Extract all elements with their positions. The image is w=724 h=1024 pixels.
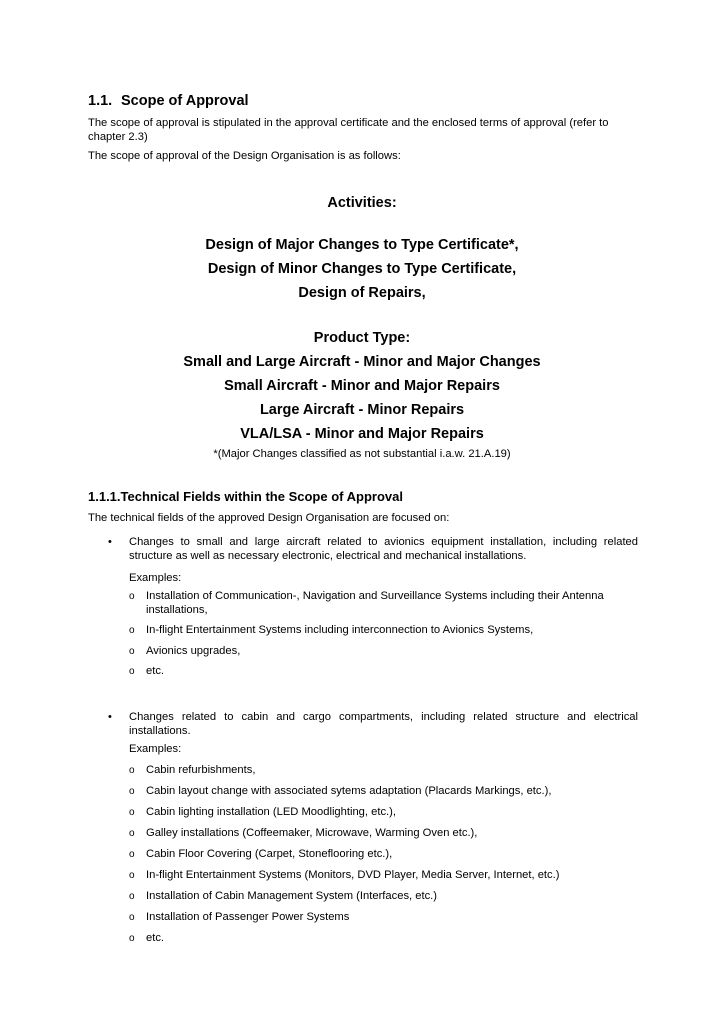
list-item	[129, 911, 639, 925]
product-type-heading: Product Type:	[313, 330, 411, 346]
product-type-block	[0, 326, 724, 446]
circle-bullet-icon: o	[129, 645, 135, 657]
subsection-heading	[88, 489, 403, 504]
list-item	[129, 932, 639, 946]
activities-list	[0, 233, 724, 305]
section-title: Scope of Approval	[121, 93, 249, 109]
list-item	[129, 806, 639, 820]
activity-line: Design of Minor Changes to Type Certificate,	[207, 261, 517, 277]
list-item-text: Galley installations (Coffeemaker, Microwave, Warming Oven etc.),	[146, 827, 478, 839]
product-type-line: Small Aircraft - Minor and Major Repairs	[224, 378, 500, 394]
examples-list-cabin	[129, 764, 639, 946]
list-item	[129, 764, 639, 778]
activity-line: Design of Major Changes to Type Certificate*,	[205, 237, 519, 253]
activities-heading-text: Activities:	[327, 195, 397, 211]
circle-bullet-icon: o	[129, 933, 135, 944]
scope-paragraph-1: The scope of approval is stipulated in the approval certificate and the enclosed terms of approval (refer to chapter 2.3)	[88, 117, 609, 143]
list-item-text: etc.	[146, 932, 165, 944]
bullet-text: Changes to small and large aircraft related to avionics equipment installation, including related structure as well as necessary electronic, electrical and mechanical installations.	[129, 536, 638, 562]
product-type-line: VLA/LSA - Minor and Major Repairs	[240, 426, 484, 442]
list-item-text: In-flight Entertainment Systems including interconnection to Avionics Systems,	[146, 624, 534, 636]
examples-label: Examples:	[129, 743, 182, 755]
list-item-text: Cabin lighting installation (LED Moodlighting, etc.),	[146, 806, 396, 818]
bullet-marker: •	[108, 711, 112, 723]
list-item-text: Cabin Floor Covering (Carpet, Stoneflooring etc.),	[146, 848, 393, 860]
circle-bullet-icon: o	[129, 807, 135, 818]
subsection-title: Technical Fields within the Scope of Approval	[120, 489, 403, 504]
circle-bullet-icon: o	[129, 786, 135, 797]
circle-bullet-icon: o	[129, 625, 135, 636]
list-item	[129, 624, 639, 638]
list-item-text: Installation of Cabin Management System (Interfaces, etc.)	[146, 890, 438, 902]
examples-label: Examples:	[129, 572, 182, 584]
circle-bullet-icon: o	[129, 870, 135, 881]
bullet-marker: •	[108, 536, 112, 548]
circle-bullet-icon: o	[129, 765, 135, 776]
list-item	[129, 645, 639, 659]
subsection-number: 1.1.1.	[88, 489, 121, 504]
list-item	[129, 665, 639, 679]
list-item	[129, 869, 639, 883]
section-heading	[88, 93, 249, 109]
list-item-text: In-flight Entertainment Systems (Monitors, DVD Player, Media Server, Internet, etc.)	[146, 869, 560, 881]
list-item	[129, 785, 639, 799]
product-type-line: Large Aircraft - Minor Repairs	[259, 402, 465, 418]
list-item-text: Installation of Passenger Power Systems	[146, 911, 350, 923]
examples-list-avionics	[129, 590, 639, 679]
activities-heading	[0, 191, 724, 215]
scope-paragraph-2: The scope of approval of the Design Organisation is as follows:	[88, 150, 401, 162]
list-item-text: Cabin layout change with associated sytems adaptation (Placards Markings, etc.),	[146, 785, 552, 797]
list-item-text: Cabin refurbishments,	[146, 764, 256, 776]
circle-bullet-icon: o	[129, 828, 135, 839]
list-item	[129, 890, 639, 904]
product-type-line: Small and Large Aircraft - Minor and Major Changes	[183, 354, 541, 370]
activity-line: Design of Repairs,	[298, 285, 426, 301]
section-number: 1.1.	[88, 93, 113, 109]
list-item	[129, 848, 639, 862]
circle-bullet-icon: o	[129, 849, 135, 860]
list-item-text: etc.	[146, 665, 165, 677]
list-item-text: Avionics upgrades,	[146, 644, 241, 657]
list-item	[129, 590, 639, 617]
major-changes-footnote: *(Major Changes classified as not substantial i.a.w. 21.A.19)	[213, 448, 511, 460]
bullet-text: Changes related to cabin and cargo compartments, including related structure and electrical installations.	[129, 711, 638, 737]
list-item-text: Installation of Communication-, Navigation and Surveillance Systems including their Antenna installations,	[146, 590, 604, 616]
circle-bullet-icon: o	[129, 891, 135, 902]
subsection-intro: The technical fields of the approved Design Organisation are focused on:	[88, 512, 450, 524]
circle-bullet-icon: o	[129, 591, 135, 602]
circle-bullet-icon: o	[129, 666, 135, 677]
circle-bullet-icon: o	[129, 912, 135, 923]
list-item	[129, 827, 639, 841]
